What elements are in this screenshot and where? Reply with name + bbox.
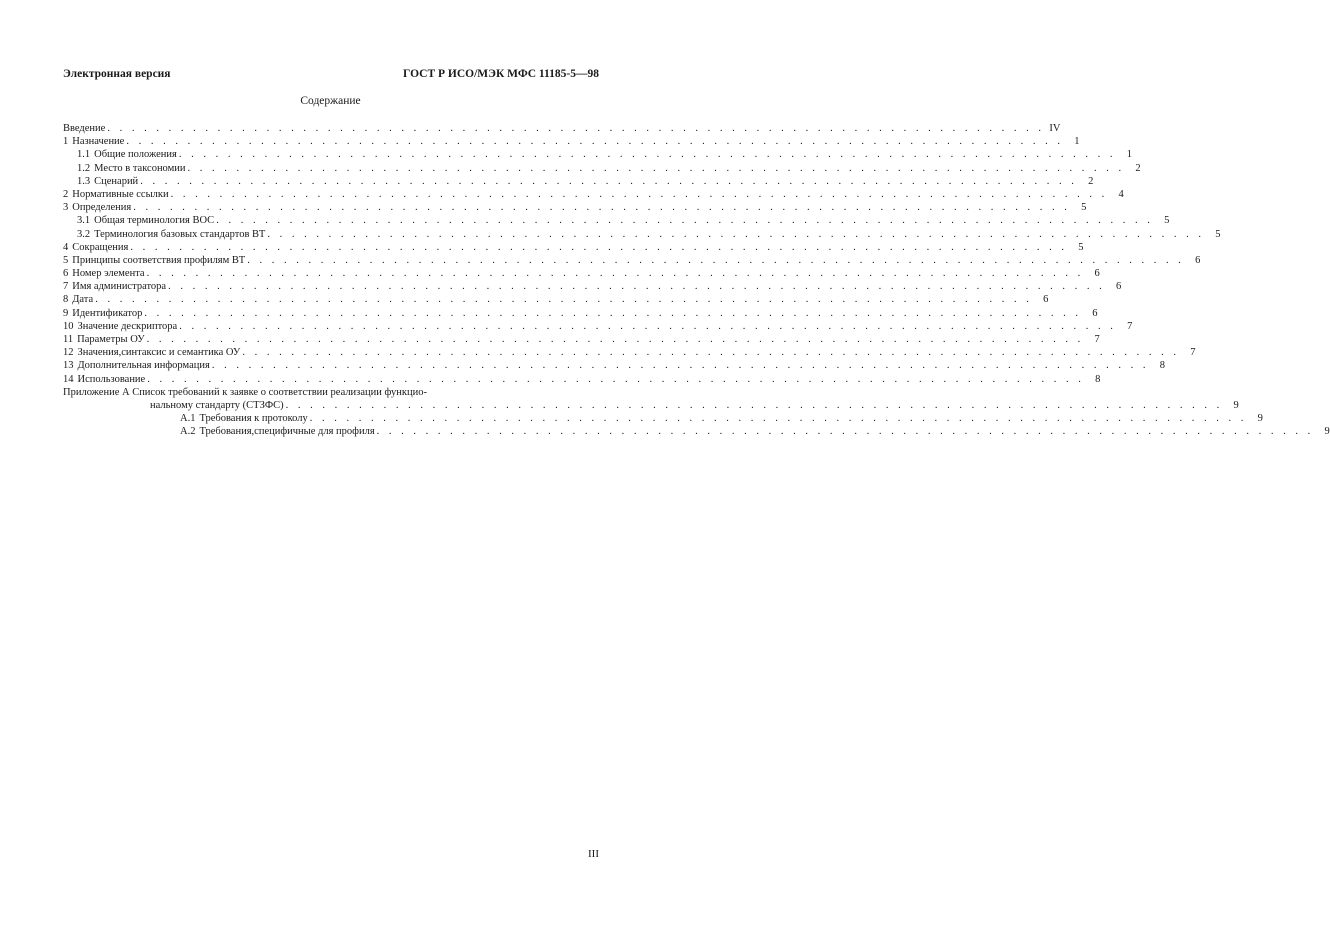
- toc-leader-dots: . . . . . . . . . . . . . . . . . . . . . . . . . . . . . . . . . . . . . . . . . . . . . . . . . . . . . . . . . . . . . . . . . . . . . . . . . . . . .: [130, 241, 1068, 253]
- toc-entry-page: 5: [1081, 202, 1087, 214]
- toc-appendix-entry[interactable]: [63, 412, 1263, 425]
- toc-entry[interactable]: [63, 122, 1061, 135]
- toc-leader-dots: . . . . . . . . . . . . . . . . . . . . . . . . . . . . . . . . . . . . . . . . . . . . . . . . . . . . . . . . . . . . . . . . . . . . . . . . . . . . .: [146, 334, 1084, 345]
- toc-entry-page: 6: [1094, 268, 1100, 280]
- toc-entry-page: 7: [1190, 347, 1196, 359]
- toc-appendix-items: [63, 412, 1330, 438]
- toc-entry-page: 6: [1195, 254, 1201, 266]
- toc-entry[interactable]: [63, 333, 1100, 346]
- toc-entry-number: 3.1: [77, 215, 91, 227]
- toc-entry-label: Использование: [77, 373, 146, 385]
- toc-entry-label: Требования,специфичные для профиля: [199, 426, 375, 438]
- toc-entry[interactable]: [63, 148, 1132, 161]
- toc-entry-number: 9: [63, 307, 69, 319]
- toc-entry-number: 1.2: [77, 162, 91, 174]
- toc-entry-page: 7: [1127, 320, 1133, 332]
- toc-entry-number: 14: [63, 373, 74, 385]
- page-number: III: [588, 848, 599, 860]
- toc-entry-label: Дополнительная информация: [77, 360, 210, 372]
- toc-entry-number: 1: [63, 136, 69, 148]
- toc-entry-label: Номер элемента: [72, 268, 145, 280]
- toc-appendix-entry[interactable]: [63, 425, 1330, 438]
- toc-entry-page: 6: [1043, 294, 1049, 306]
- toc-entry-page: 5: [1215, 228, 1221, 240]
- toc-entry-label: Дата: [72, 294, 94, 306]
- toc-leader-dots: . . . . . . . . . . . . . . . . . . . . . . . . . . . . . . . . . . . . . . . . . . . . . . . . . . . . . . . . . . . . . . . . . . . . . . . . . . . . .: [267, 228, 1205, 240]
- toc-entry[interactable]: [63, 293, 1049, 306]
- toc-entry-page: 6: [1092, 307, 1098, 319]
- toc-entry-label: Требования к протоколу: [199, 413, 308, 425]
- toc-entry[interactable]: [63, 214, 1170, 227]
- toc-entry-label: Общая терминология ВОС: [94, 215, 215, 227]
- toc-entry[interactable]: [63, 175, 1094, 188]
- toc-entry[interactable]: [63, 320, 1133, 333]
- toc-entry-label: Сценарий: [94, 175, 139, 187]
- toc-entry[interactable]: [63, 162, 1141, 175]
- toc-leader-dots: . . . . . . . . . . . . . . . . . . . . . . . . . . . . . . . . . . . . . . . . . . . . . . . . . . . . . . . . . . . . . . . . . . . . . . . . . . . . .: [147, 373, 1085, 385]
- toc-entry-label: Значения,синтаксис и семантика ОУ: [77, 347, 241, 359]
- toc-leader-dots: . . . . . . . . . . . . . . . . . . . . . . . . . . . . . . . . . . . . . . . . . . . . . . . . . . . . . . . . . . . . . . . . . . . . . . . . . . . . .: [126, 136, 1064, 148]
- toc-entry-number: 8: [63, 294, 69, 306]
- toc-entry-label: Идентификатор: [72, 307, 143, 319]
- toc-entry[interactable]: [63, 201, 1087, 214]
- table-of-contents: [63, 122, 1330, 439]
- toc-entry-page: 5: [1078, 241, 1084, 253]
- toc-appendix-row[interactable]: [63, 386, 597, 399]
- toc-entry-number: 4: [63, 241, 69, 253]
- toc-entry-page: 9: [1324, 426, 1330, 438]
- toc-entry-number: 13: [63, 360, 74, 372]
- toc-leader-dots: . . . . . . . . . . . . . . . . . . . . . . . . . . . . . . . . . . . . . . . . . . . . . . . . . . . . . . . . . . . . . . . . . . . . . . . . . . . . .: [146, 268, 1084, 280]
- toc-leader-dots: . . . . . . . . . . . . . . . . . . . . . . . . . . . . . . . . . . . . . . . . . . . . . . . . . . . . . . . . . . . . . . . . . . . . . . . . . . . . .: [107, 123, 1045, 134]
- toc-entry-page: 8: [1095, 373, 1101, 385]
- toc-entry-label: Нормативные ссылки: [72, 188, 169, 200]
- toc-entry-label: Параметры ОУ: [77, 334, 145, 345]
- toc-entry-number: 1.1: [77, 149, 91, 161]
- toc-entry[interactable]: [63, 188, 1124, 201]
- toc-entry-number: 3.2: [77, 228, 91, 240]
- toc-entry-page: 8: [1159, 360, 1165, 372]
- toc-entry-page: 2: [1088, 175, 1094, 187]
- toc-entry-page: 6: [1115, 281, 1122, 293]
- header-standard-code: ГОСТ Р ИСО/МЭК МФС 11185-5—98: [403, 68, 599, 80]
- toc-entry-page: 5: [1164, 215, 1170, 227]
- toc-entry-number: 5: [63, 254, 69, 266]
- toc-leader-dots: . . . . . . . . . . . . . . . . . . . . . . . . . . . . . . . . . . . . . . . . . . . . . . . . . . . . . . . . . . . . . . . . . . . . . . . . . . . . .: [211, 360, 1149, 372]
- toc-leader-dots: . . . . . . . . . . . . . . . . . . . . . . . . . . . . . . . . . . . . . . . . . . . . . . . . . . . . . . . . . . . . . . . . . . . . . . . . . . . . .: [242, 347, 1180, 359]
- toc-entry[interactable]: [63, 254, 1201, 267]
- toc-entry-page: 9: [1257, 413, 1263, 425]
- toc-entry-label: Терминология базовых стандартов ВТ: [94, 228, 266, 240]
- toc-entry-label: Введение: [63, 123, 106, 134]
- toc-entry-number: 2: [63, 188, 69, 200]
- toc-entry-label: Сокращения: [72, 241, 129, 253]
- toc-entry-page: 1: [1126, 149, 1132, 161]
- toc-leader-dots: . . . . . . . . . . . . . . . . . . . . . . . . . . . . . . . . . . . . . . . . . . . . . . . . . . . . . . . . . . . . . . . . . . . . . . . . . . . . .: [133, 202, 1071, 214]
- page-title: Содержание: [300, 95, 361, 107]
- toc-appendix-row-cont[interactable]: [63, 399, 1239, 412]
- toc-entry[interactable]: [63, 267, 1100, 280]
- toc-leader-dots: . . . . . . . . . . . . . . . . . . . . . . . . . . . . . . . . . . . . . . . . . . . . . . . . . . . . . . . . . . . . . . . . . . . . . . . . . . . . .: [144, 307, 1082, 319]
- toc-entry-number: 3: [63, 202, 69, 214]
- toc-entry-number: 12: [63, 347, 74, 359]
- toc-appendix-page: 9: [1233, 399, 1239, 411]
- toc-appendix-title-line1: Приложение А Список требований к заявке о соответствии реализации функцио-: [63, 386, 427, 398]
- toc-leader-dots: . . . . . . . . . . . . . . . . . . . . . . . . . . . . . . . . . . . . . . . . . . . . . . . . . . . . . . . . . . . . . . . . . . . . . . . . . . . . .: [179, 320, 1117, 332]
- toc-entry-label: Общие положения: [94, 149, 177, 161]
- toc-leader-dots: . . . . . . . . . . . . . . . . . . . . . . . . . . . . . . . . . . . . . . . . . . . . . . . . . . . . . . . . . . . . . . . . . . . . . . . . . . . . .: [216, 215, 1154, 227]
- toc-leader-dots: . . . . . . . . . . . . . . . . . . . . . . . . . . . . . . . . . . . . . . . . . . . . . . . . . . . . . . . . . . . . . . . . . . . . . . . . . . . . .: [168, 281, 1106, 293]
- toc-entry-label: Определения: [72, 202, 132, 214]
- toc-entry[interactable]: [63, 241, 1084, 254]
- toc-entry-label: Значение дескриптора: [77, 320, 178, 332]
- toc-entry-page: 4: [1118, 188, 1124, 200]
- toc-entry-number: 7: [63, 281, 69, 293]
- toc-leader-dots: . . . . . . . . . . . . . . . . . . . . . . . . . . . . . . . . . . . . . . . . . . . . . . . . . . . . . . . . . . . . . . . . . . . . . . . . . . . . .: [140, 175, 1078, 187]
- toc-entry[interactable]: [63, 280, 1122, 293]
- toc-leader-dots: . . . . . . . . . . . . . . . . . . . . . . . . . . . . . . . . . . . . . . . . . . . . . . . . . . . . . . . . . . . . . . . . . . . . . . . . . . . . .: [178, 149, 1116, 161]
- toc-leader-dots: . . . . . . . . . . . . . . . . . . . . . . . . . . . . . . . . . . . . . . . . . . . . . . . . . . . . . . . . . . . . . . . . . . . . . . . . . . . . .: [376, 426, 1314, 438]
- toc-leader-dots: . . . . . . . . . . . . . . . . . . . . . . . . . . . . . . . . . . . . . . . . . . . . . . . . . . . . . . . . . . . . . . . . . . . . . . . . . . . . .: [187, 162, 1125, 174]
- toc-entry-number: А.1: [180, 413, 196, 425]
- toc-leader-dots: . . . . . . . . . . . . . . . . . . . . . . . . . . . . . . . . . . . . . . . . . . . . . . . . . . . . . . . . . . . . . . . . . . . . . . . . . . . . .: [247, 254, 1185, 266]
- toc-entry-page: 2: [1135, 162, 1141, 174]
- toc-entry[interactable]: [63, 373, 1101, 386]
- toc-entry-number: 10: [63, 320, 74, 332]
- toc-entry-number: 11: [63, 334, 74, 345]
- toc-leader-dots: . . . . . . . . . . . . . . . . . . . . . . . . . . . . . . . . . . . . . . . . . . . . . . . . . . . . . . . . . . . . . . . . . . . . . . . . . . . . .: [95, 294, 1033, 306]
- toc-entry-label: Принципы соответствия профилям ВТ: [72, 254, 246, 266]
- toc-leader-dots: . . . . . . . . . . . . . . . . . . . . . . . . . . . . . . . . . . . . . . . . . . . . . . . . . . . . . . . . . . . . . . . . . . . . . . . . . . . . .: [170, 188, 1108, 200]
- toc-entry-label: Назначение: [72, 136, 125, 148]
- toc-entry-label: Место в таксономии: [94, 162, 186, 174]
- header-edition-label: Электронная версия: [63, 68, 171, 80]
- toc-entry[interactable]: [63, 228, 1221, 241]
- toc-entry[interactable]: [63, 307, 1098, 320]
- toc-leader-dots: . . . . . . . . . . . . . . . . . . . . . . . . . . . . . . . . . . . . . . . . . . . . . . . . . . . . . . . . . . . . . . . . . . . . . . . . . . . . .: [309, 413, 1247, 425]
- toc-entry-page: 7: [1094, 334, 1100, 345]
- toc-entry[interactable]: [63, 359, 1165, 372]
- toc-entry[interactable]: [63, 135, 1080, 148]
- toc-entry-number: А.2: [180, 426, 196, 438]
- toc-entry-label: Имя администратора: [72, 281, 167, 293]
- toc-entry-number: 6: [63, 268, 69, 280]
- toc-entries: [63, 122, 1221, 386]
- toc-appendix-title-line2: нальному стандарту (СТЗФС): [150, 399, 284, 411]
- toc-entry-page: 1: [1074, 136, 1080, 148]
- toc-entry[interactable]: [63, 346, 1196, 359]
- toc-leader-dots: . . . . . . . . . . . . . . . . . . . . . . . . . . . . . . . . . . . . . . . . . . . . . . . . . . . . . . . . . . . . . . . . . . . . . . . . . . . . .: [285, 399, 1223, 411]
- toc-entry-page: IV: [1049, 123, 1061, 134]
- toc-entry-number: 1.3: [77, 175, 91, 187]
